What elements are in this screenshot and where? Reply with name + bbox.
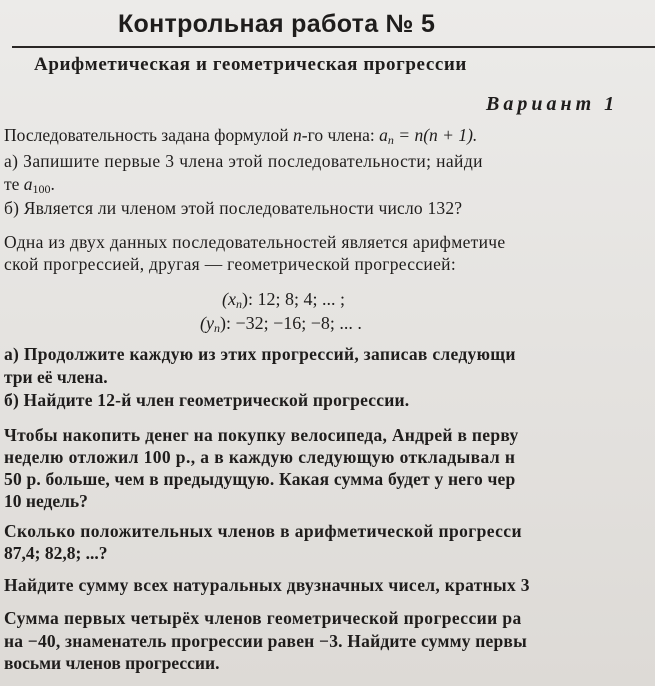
task1-n-var: n <box>293 125 302 145</box>
task1-part-b: б) Является ли членом этой последовательности число 132? <box>4 198 463 218</box>
task3-line1: Чтобы накопить денег на покупку велосипеда, Андрей в перву <box>4 425 519 445</box>
task4-line1: Сколько положительных членов в арифметической прогресси <box>4 521 522 541</box>
task1-a-subscript: n <box>387 133 394 147</box>
sequence-y-label: (y <box>200 313 214 333</box>
task1-part-a-subscript: 100 <box>32 182 51 196</box>
title-divider <box>12 46 655 48</box>
variant-label: Вариант 1 <box>486 93 619 115</box>
task5-line1: Найдите сумму всех натуральных двузначных чисел, кратных 3 <box>4 575 530 595</box>
task2-part-a-line2: три её члена. <box>4 367 108 387</box>
task1-a-var: a <box>379 125 388 145</box>
task3-line3: 50 р. больше, чем в предыдущую. Какая сумма будет у него чер <box>4 469 516 489</box>
task1-part-a-var: a <box>23 174 33 194</box>
task1-part-a-line1: а) Запишите первые 3 члена этой последовательности; найди <box>4 151 483 171</box>
task6-line2: на −40, знаменатель прогрессии равен −3. Найдите сумму первы <box>4 631 527 651</box>
task2-part-a-line1: а) Продолжите каждую из этих прогрессий, записав следующи <box>4 344 516 364</box>
task6-line1: Сумма первых четырёх членов геометрической прогрессии ра <box>4 608 522 628</box>
sequence-x-values: ): 12; 8; 4; ... ; <box>241 289 345 309</box>
sequence-y <box>200 312 362 339</box>
sequence-x-label: (x <box>222 289 236 309</box>
sequence-x <box>222 288 345 315</box>
task2-part-b: б) Найдите 12-й член геометрической прогрессии. <box>4 390 410 410</box>
task2-line2: ской прогрессией, другая — геометрической прогрессией: <box>4 254 456 274</box>
task1-part-a-text: те <box>4 174 24 194</box>
page-title: Контрольная работа № 5 <box>118 10 436 38</box>
task1-text-mid: -го члена: <box>301 125 380 145</box>
sequence-y-subscript: n <box>213 321 220 335</box>
sequence-y-values: ): −32; −16; −8; ... . <box>219 313 362 333</box>
task2-line1: Одна из двух данных последовательностей является арифметиче <box>4 232 506 252</box>
task3-line4: 10 недель? <box>4 491 88 511</box>
task6-line3: восьми членов прогрессии. <box>4 653 220 673</box>
page-subtitle: Арифметическая и геометрическая прогрессии <box>34 54 467 75</box>
task1-text: Последовательность задана формулой <box>4 125 294 145</box>
task1-part-a-end: . <box>50 174 55 194</box>
sequence-x-subscript: n <box>235 297 242 311</box>
task3-line2: неделю отложил 100 р., а в каждую следующую откладывал н <box>4 447 516 467</box>
task4-line2: 87,4; 82,8; ...? <box>4 543 108 563</box>
task1-statement <box>4 124 477 151</box>
task1-formula: = n(n + 1). <box>393 125 478 145</box>
task1-part-a-line2 <box>4 173 55 200</box>
